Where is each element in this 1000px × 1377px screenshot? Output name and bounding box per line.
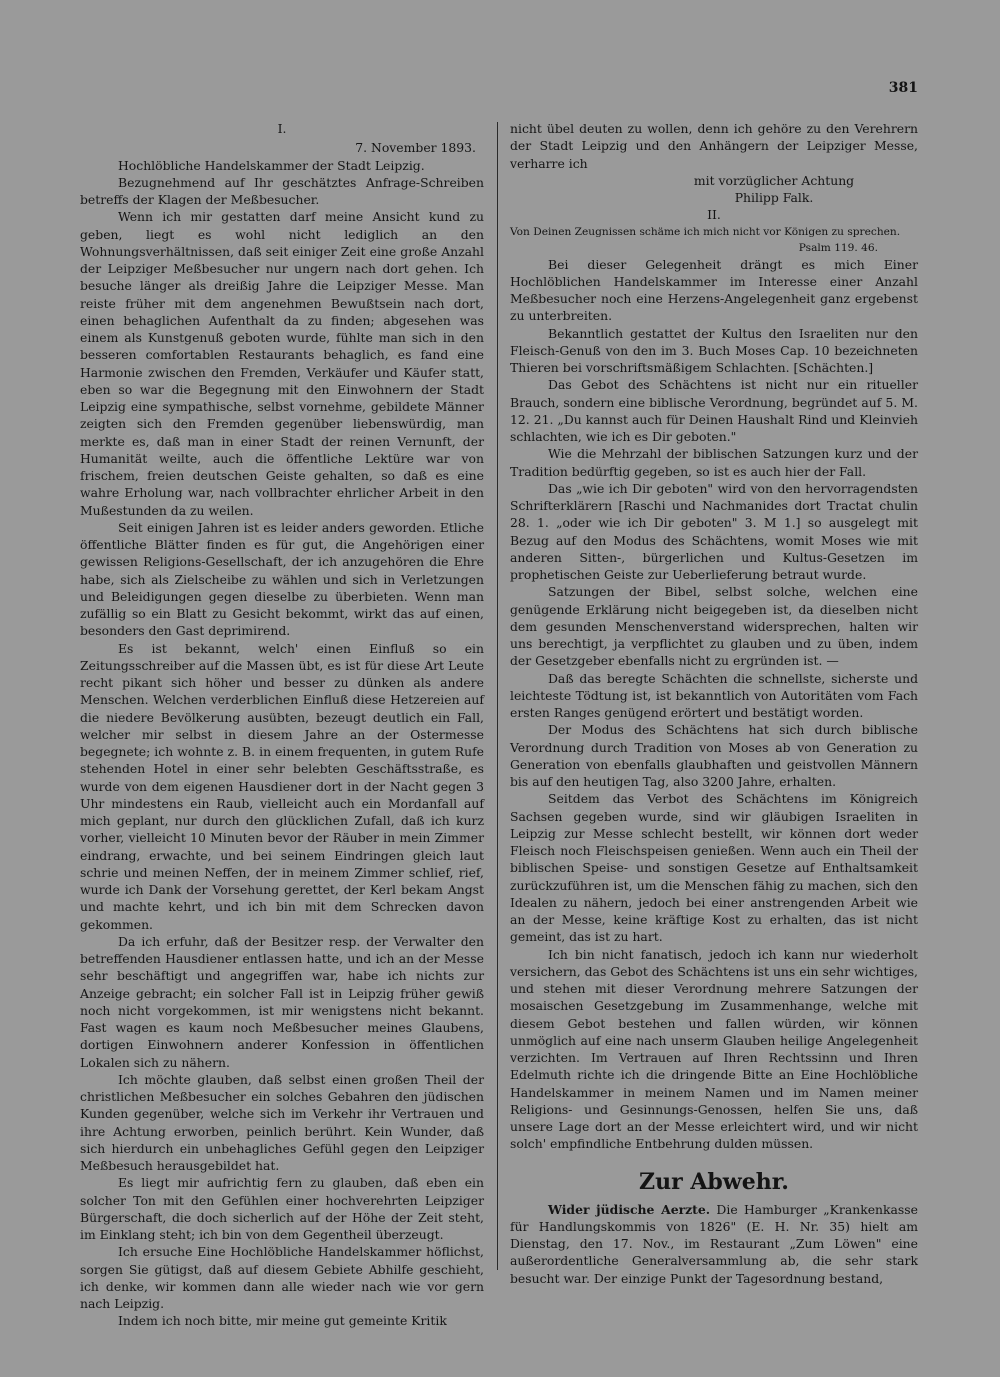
paragraph: Satzungen der Bibel, selbst solche, welchen eine genügende Erklärung nicht beigegeben ist, da dieselben nicht dem gesunden Menschenverstand widersprechen, halten wir uns berechtigt, ja verpflichtet zu glauben und zu üben, indem der Gesetzgeber ebenfalls nicht zu ergründen ist. — (510, 584, 918, 669)
paragraph: Der Modus des Schächtens hat sich durch biblische Verordnung durch Tradition von Moses ab von Generation zu Generation von ebenfalls glaubhaften und geistvollen Männern bis auf den heutigen Tag, also 3200 Jahre, erhalten. (510, 722, 918, 789)
paragraph: Bekanntlich gestattet der Kultus den Israeliten nur den Fleisch-Genuß von den im 3. Buch Moses Cap. 10 bezeichneten Thieren bei vorschriftsmäßigem Schlachten. [Schächten.] (510, 325, 918, 375)
paragraph: Bezugnehmend auf Ihr geschätztes Anfrage-Schreiben betreffs der Klagen der Meßbesucher. (80, 174, 484, 207)
paragraph: Ich bin nicht fanatisch, jedoch ich kann nur wiederholt versichern, das Gebot des Schächtens ist uns ein sehr wichtiges, und stehen mit dieser Verordnung mehrere Satzungen der mosaischen Gesetzgebung im Zusammenhange, welche mit diesem Gebot bestehen und fallen würden, wir können unmöglich auf eine nach unserm Glauben heilige Angelegenheit verzichten. Im Vertrauen auf Ihren Rechtssinn und Ihren Edelmuth richte ich die dringende Bitte an Eine Hochlöbliche Handelskammer in meinem Namen und im Namen meiner Religions- und Gesinnungs-Genossen, helfen Sie uns, daß unsere Lage dort an der Messe erleichtert wird, und wir nicht solch' empfindliche Entbehrung dulden müssen. (510, 946, 918, 1152)
left-column (80, 120, 484, 1330)
letter-date: 7. November 1893. (355, 140, 476, 156)
paragraph: Das „wie ich Dir geboten" wird von den hervorragendsten Schrifterklärern [Raschi und Nachmanides dort Tractat chulin 28. 1. „oder wie ich Dir geboten" 3. M 1.] so ausgelegt mit Bezug auf den Modus des Schächtens, womit Moses wie mit anderen Sitten-, bürgerlichen und Kultus-Gesetzen im prophetischen Geiste zur Ueberlieferung betraut wurde. (510, 480, 918, 582)
paragraph: Das Gebot des Schächtens ist nicht nur ein ritueller Brauch, sondern eine biblische Verordnung, begründet auf 5. M. 12. 21. „Du kannst auch für Deinen Haushalt Rind und Kleinvieh schlachten, wie ich es Dir geboten." (510, 377, 918, 444)
letter-salutation: Hochlöbliche Handelskammer der Stadt Leipzig. (118, 157, 425, 173)
column-divider (497, 122, 498, 1270)
paragraph: Es liegt mir aufrichtig fern zu glauben, daß eben ein solcher Ton mit den Gefühlen einer hochverehrten Leipziger Bürgerschaft, die doch sicherlich auf der Höhe der Zeit steht, im Einklang steht; ich bin von dem Gegentheil überzeugt. (80, 1175, 484, 1242)
motto: Von Deinen Zeugnissen schäme ich mich nicht vor Königen zu sprechen. (510, 225, 901, 238)
paragraph: Es ist bekannt, welch' einen Einfluß so ein Zeitungsschreiber auf die Massen übt, es ist für diese Art Leute recht pikant sich höher und besser zu dünken als andere Menschen. Welchen verderblichen Einfluß diese Hetzereien auf die niedere Bevölkerung ausübten, bezeugt deutlich ein Fall, welcher mir selbst in diesem Jahre an der Ostermesse begegnete; ich wohnte z. B. in einem frequenten, in gutem Rufe stehenden Hotel in einer sehr belebten Geschäftsstraße, es wurde von dem eigenen Hausdiener dort in der Nacht gegen 3 Uhr mindestens ein Raub, vielleicht auch ein Mordanfall auf mich geplant, nur durch den glücklichen Zufall, daß ich kurz vorher, vielleicht 10 Minuten bevor der Räuber in mein Zimmer eindrang, erwachte, und bei seinem Eindringen gleich laut schrie und meinen Neffen, der in meinem Zimmer schlief, rief, wurde ich Dank der Vorsehung gerettet, der Kerl bekam Angst und machte kehrt, und ich bin mit dem Schrecken davon gekommen. (80, 640, 484, 932)
paragraph: Wenn ich mir gestatten darf meine Ansicht kund zu geben, liegt es wohl nicht lediglich an den Wohnungsverhältnissen, daß seit einiger Zeit eine große Anzahl der Leipziger Meßbesucher nur ungern nach dort gehen. Ich besuche länger als dreißig Jahre die Leipziger Messe. Man reiste früher mit dem angenehmen Bewußtsein nach dort, einen behaglichen Aufenthalt da zu finden; abgesehen was einem als Kunstgenuß geboten wurde, fühlte man sich in den besseren comfortablen Restaurants behaglich, es fand eine Harmonie zwischen den Fremden, Verkäufer und Käufer statt, eben so war die Begegnung mit den Einwohnern der Stadt Leipzig eine sympathische, selbst vornehme, gebildete Männer zeigten sich den Fremden gegenüber liebenswürdig, man merkte es, daß man in einer Stadt der reinen Vernunft, der Humanität weilte, auch die öffentliche Lektüre war von frischem, freien deutschen Geiste gehalten, so daß es eine wahre Erholung war, nach vollbrachter ehrlicher Arbeit in den Mußestunden da zu weilen. (80, 209, 484, 518)
paragraph: Seit einigen Jahren ist es leider anders geworden. Etliche öffentliche Blätter finden es für gut, die Angehörigen einer gewissen Religions-Gesellschaft, der ich anzugehören die Ehre habe, sich als Zielscheibe zu wählen und sich in Verletzungen und Beleidigungen gegen dieselbe zu überbieten. Wenn man zufällig so ein Blatt zu Gesicht bekommt, wirkt das auf einen, besonders den Gast deprimirend. (80, 519, 484, 639)
paragraph: Seitdem das Verbot des Schächtens im Königreich Sachsen gegeben wurde, sind wir gläubigen Israeliten in Leipzig zur Messe schlecht bestellt, wir können dort weder Fleisch noch Fleischspeisen genießen. Wenn auch ein Theil der biblischen Speise- und sonstigen Gesetze auf Enthaltsamkeit zurückzuführen ist, um die Menschen fähig zu machen, sich den Idealen zu nähern, jedoch bei einer anstrengenden Arbeit wie an der Messe, keine kräftige Kost zu erhalten, das ist nicht gemeint, das ist zu hart. (510, 791, 918, 945)
paragraph: Ich ersuche Eine Hochlöbliche Handelskammer höflichst, sorgen Sie gütigst, daß auf diesem Gebiete Abhilfe geschieht, ich denke, wir kommen dann alle wieder nach wie vor gern nach Leipzig. (80, 1244, 484, 1311)
paragraph: Ich möchte glauben, daß selbst einen großen Theil der christlichen Meßbesucher ein solches Gebahren den jüdischen Kunden gegenüber, welche sich im Verkehr ihr Vertrauen und ihre Achtung erworben, peinlich berührt. Kein Wunder, daß sich hierdurch ein unbehagliches Gefühl gegen den Leipziger Meßbesuch herausgebildet hat. (80, 1071, 484, 1173)
article-lead: Wider jüdische Aerzte. (548, 1201, 711, 1217)
letter-signature: Philipp Falk. (734, 190, 814, 205)
paragraph: Wie die Mehrzahl der biblischen Satzungen kurz und der Tradition bedürftig gegeben, so ist es auch hier der Fall. (510, 446, 918, 479)
right-column (510, 120, 918, 1287)
paragraph: Indem ich noch bitte, mir meine gut gemeinte Kritik (118, 1313, 447, 1329)
section-heading-2: II. (707, 207, 721, 223)
paragraph: Bei dieser Gelegenheit drängt es mich Einer Hochlöblichen Handelskammer im Interesse einer Anzahl Meßbesucher noch eine Herzens-Angelegenheit ganz ergebenst zu unterbreiten. (510, 256, 918, 324)
article-text: Die Hamburger „Krankenkasse für Handlungskommis von 1826" (E. H. Nr. 35) hielt am Dienstag, den 17. Nov., im Restaurant „Zum Löwen" eine außerordentliche Generalversammlung ab, die sehr stark besucht war. Der einzige Punkt der Tagesordnung bestand, (510, 1201, 918, 1286)
paragraph: Daß das beregte Schächten die schnellste, sicherste und leichteste Tödtung ist, ist bekanntlich von Autoritäten vom Fach ersten Ranges genügend erörtert und bestätigt worden. (510, 670, 918, 720)
page-number: 381 (888, 80, 918, 96)
article-headline: Zur Abwehr. (639, 1168, 789, 1195)
paragraph: nicht übel deuten zu wollen, denn ich gehöre zu den Verehrern der Stadt Leipzig und den Anhängern der Leipziger Messe, verharre ich (510, 121, 918, 171)
paragraph: Da ich erfuhr, daß der Besitzer resp. der Verwalter den betreffenden Hausdiener entlassen hatte, und ich an der Messe sehr beschäftigt und angegriffen war, habe ich nichts zur Anzeige gebracht; ein solcher Fall ist in Leipzig früher gewiß noch nicht vorgekommen, ist mir wenigstens nicht bekannt. Fast wagen es kaum noch Meßbesucher meines Glaubens, dortigen Einwohnern anderer Konfession in öffentlichen Lokalen sich zu nähern. (80, 933, 484, 1070)
article-paragraph (510, 1201, 918, 1287)
section-heading-1: I. (277, 121, 287, 136)
letter-closing: mit vorzüglicher Achtung (693, 172, 855, 188)
motto-source: Psalm 119. 46. (798, 241, 878, 254)
